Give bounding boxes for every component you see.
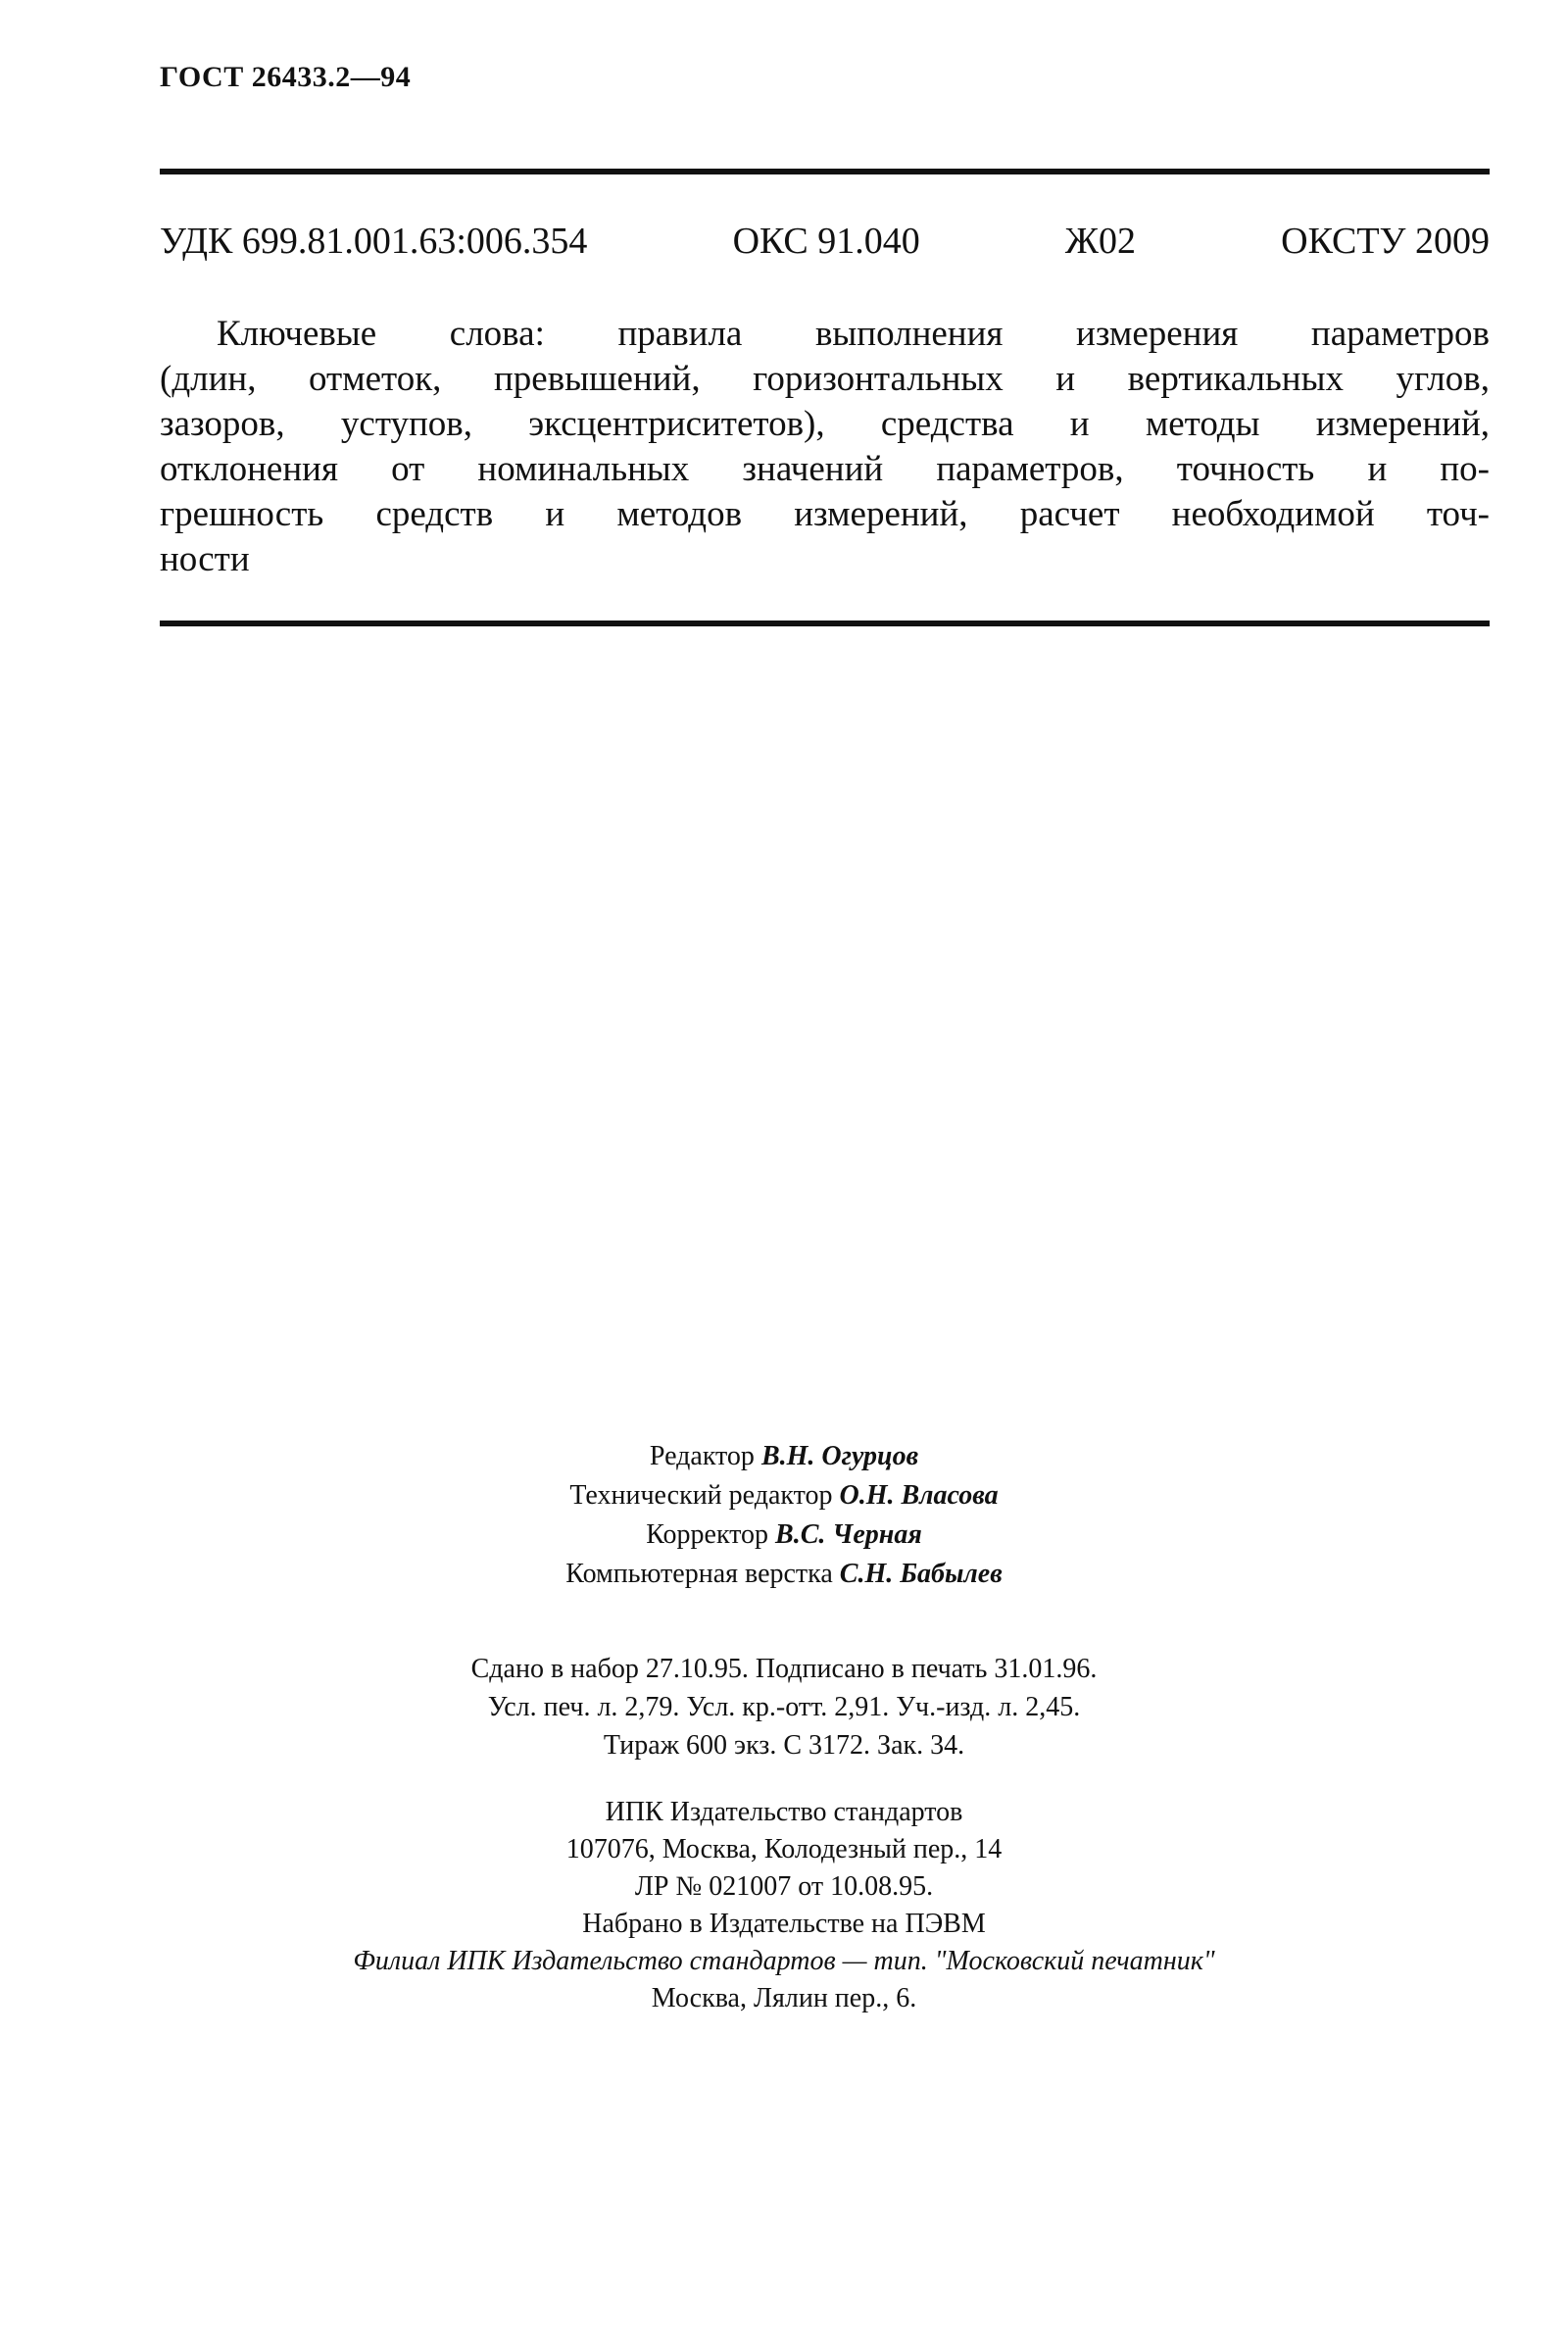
credit-proofreader: [0, 1515, 1568, 1555]
udk-code: УДК 699.81.001.63:006.354: [160, 221, 588, 262]
credit-name: В.Н. Огурцов: [760, 1441, 919, 1471]
keywords-paragraph: [160, 312, 1490, 582]
okstu-code: ОКСТУ 2009: [1281, 221, 1490, 262]
credit-role: Технический редактор: [569, 1480, 833, 1511]
keywords-line: ности: [160, 539, 250, 579]
publisher-branch-address: Москва, Лялин пер., 6.: [651, 1983, 917, 2013]
oks-code: ОКС 91.040: [732, 221, 920, 262]
keywords-line: отклонения от номинальных значений параметров, точность и по-: [160, 449, 1490, 489]
publisher-branch: Филиал ИПК Издательство стандартов — тип. "Московский печатник": [353, 1946, 1215, 1976]
keywords-line: грешность средств и методов измерений, расчет необходимой точ-: [160, 494, 1490, 534]
top-divider: [160, 169, 1490, 174]
credit-role: Компьютерная верстка: [565, 1559, 833, 1589]
credit-editor: [0, 1437, 1568, 1476]
keywords-line: (длин, отметок, превышений, горизонтальных и вертикальных углов,: [160, 359, 1490, 399]
credit-tech-editor: [0, 1476, 1568, 1515]
print-sheets: Усл. печ. л. 2,79. Усл. кр.-отт. 2,91. Уч.-изд. л. 2,45.: [487, 1692, 1081, 1722]
credit-name: С.Н. Бабылев: [839, 1559, 1003, 1589]
bottom-divider: [160, 621, 1490, 626]
group-code: Ж02: [1064, 221, 1136, 262]
credits-block: [0, 1437, 1568, 1594]
standard-code: ГОСТ 26433.2—94: [160, 61, 412, 93]
publisher-license: ЛР № 021007 от 10.08.95.: [634, 1871, 934, 1902]
publisher-name: ИПК Издательство стандартов: [605, 1797, 963, 1827]
keywords-line: зазоров, уступов, эксцентриситетов), средства и методы измерений,: [160, 404, 1490, 444]
credit-name: О.Н. Власова: [839, 1480, 999, 1511]
print-info-block: [0, 1650, 1568, 1764]
credit-role: Корректор: [646, 1519, 769, 1550]
publisher-typeset: Набрано в Издательстве на ПЭВМ: [582, 1909, 986, 1939]
credit-role: Редактор: [649, 1441, 755, 1471]
publisher-address: 107076, Москва, Колодезный пер., 14: [565, 1834, 1003, 1864]
print-dates: Сдано в набор 27.10.95. Подписано в печать 31.01.96.: [470, 1654, 1098, 1684]
credit-name: В.С. Черная: [775, 1519, 922, 1550]
print-run: Тираж 600 экз. С 3172. Зак. 34.: [603, 1730, 965, 1761]
credit-layout: [0, 1555, 1568, 1594]
publisher-block: [0, 1794, 1568, 2017]
classifier-codes: [160, 220, 1490, 265]
keywords-line: Ключевые слова: правила выполнения измерения параметров: [217, 314, 1490, 354]
